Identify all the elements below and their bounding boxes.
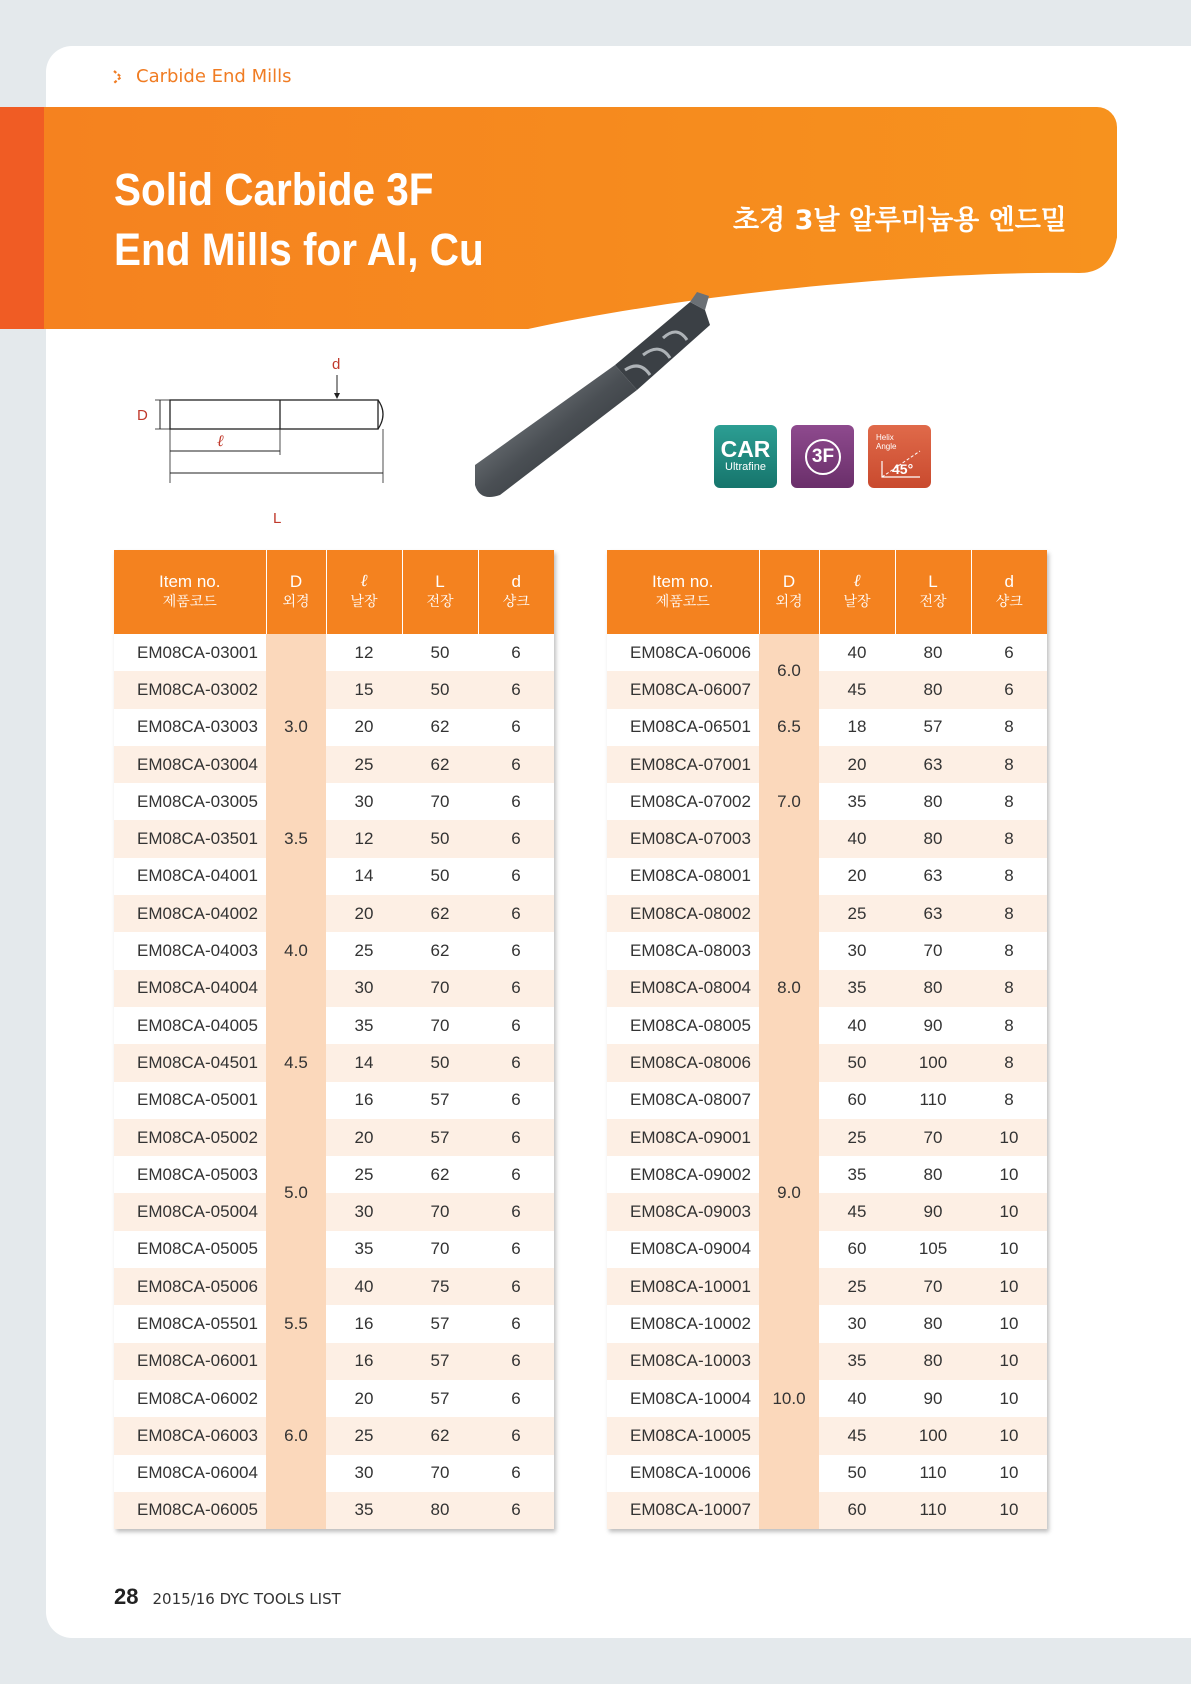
table-row [114, 709, 554, 746]
flute-count-icon [805, 439, 841, 475]
cell-d: 6 [478, 634, 554, 671]
cell-item-no: EM08CA-04002 [114, 895, 266, 932]
cell-d: 6 [478, 1417, 554, 1454]
title-line-1: Solid Carbide 3F [114, 164, 434, 215]
cell-d: 8 [971, 970, 1047, 1007]
cell-d: 10 [971, 1193, 1047, 1230]
cell-item-no: EM08CA-04004 [114, 970, 266, 1007]
cell-d: 10 [971, 1380, 1047, 1417]
table-body-left [114, 634, 554, 1529]
chevron-right-icon [112, 69, 126, 85]
cell-d: 6 [478, 1380, 554, 1417]
table-row [607, 932, 1047, 969]
cell-L: 70 [895, 932, 971, 969]
cell-d: 8 [971, 1082, 1047, 1119]
label-L: L [273, 510, 282, 527]
cell-d: 6 [478, 1231, 554, 1268]
cell-d: 10 [971, 1455, 1047, 1492]
cell-L: 70 [895, 1268, 971, 1305]
cell-L: 63 [895, 746, 971, 783]
cell-l: 35 [326, 1492, 402, 1529]
cell-d: 10 [971, 1268, 1047, 1305]
cell-L: 110 [895, 1455, 971, 1492]
cell-d: 6 [478, 1268, 554, 1305]
korean-title: 초경 3날 알루미늄용 엔드밀 [733, 205, 1067, 236]
cell-L: 57 [402, 1380, 478, 1417]
cell-l: 25 [326, 1156, 402, 1193]
cell-d: 8 [971, 709, 1047, 746]
cell-L: 70 [402, 1007, 478, 1044]
cell-L: 80 [895, 783, 971, 820]
cell-l: 35 [326, 1007, 402, 1044]
angle-word: Angle [876, 442, 897, 451]
cell-item-no: EM08CA-10006 [607, 1455, 759, 1492]
table-row [607, 1082, 1047, 1119]
cell-L: 57 [895, 709, 971, 746]
table-body-right [607, 634, 1047, 1529]
cell-d: 6 [478, 970, 554, 1007]
cell-item-no: EM08CA-06004 [114, 1455, 266, 1492]
dimension-diagram [125, 355, 425, 530]
cell-l: 30 [326, 783, 402, 820]
cell-D: 8.0 [759, 858, 819, 1119]
table-row [607, 746, 1047, 783]
cell-L: 80 [895, 1156, 971, 1193]
cell-d: 6 [478, 932, 554, 969]
table-row [607, 1044, 1047, 1081]
cell-d: 6 [478, 1119, 554, 1156]
label-d: d [332, 356, 341, 373]
header-L: L 전장 [402, 550, 478, 634]
table-row [114, 746, 554, 783]
cell-l: 30 [326, 1193, 402, 1230]
cell-d: 8 [971, 858, 1047, 895]
table-row [607, 1193, 1047, 1230]
cell-l: 40 [819, 634, 895, 671]
table-row [607, 634, 1047, 671]
cell-item-no: EM08CA-08004 [607, 970, 759, 1007]
cell-l: 25 [819, 895, 895, 932]
cell-d: 6 [478, 1082, 554, 1119]
table-row [607, 1343, 1047, 1380]
cell-L: 80 [895, 671, 971, 708]
cell-d: 10 [971, 1156, 1047, 1193]
cell-l: 20 [326, 1380, 402, 1417]
cell-l: 35 [819, 783, 895, 820]
table-row [114, 1231, 554, 1268]
table-header-row [607, 550, 1047, 634]
cell-d: 8 [971, 1007, 1047, 1044]
header-d: d 샹크 [478, 550, 554, 634]
cell-l: 40 [326, 1268, 402, 1305]
table-row [114, 858, 554, 895]
cell-L: 80 [402, 1492, 478, 1529]
cell-L: 57 [402, 1082, 478, 1119]
table-row [607, 1007, 1047, 1044]
cell-L: 100 [895, 1417, 971, 1454]
spec-table-left [114, 550, 554, 1529]
cell-l: 25 [326, 746, 402, 783]
cell-D: 10.0 [759, 1268, 819, 1529]
cell-l: 30 [326, 970, 402, 1007]
cell-L: 62 [402, 746, 478, 783]
cell-item-no: EM08CA-07002 [607, 783, 759, 820]
label-D: D [137, 407, 148, 424]
shank-arrowhead [334, 393, 340, 399]
cell-item-no: EM08CA-04003 [114, 932, 266, 969]
header-l: ℓ 날장 [326, 550, 402, 634]
table-row [607, 783, 1047, 820]
cell-item-no: EM08CA-05001 [114, 1082, 266, 1119]
cell-d: 6 [478, 1193, 554, 1230]
cell-L: 70 [402, 1193, 478, 1230]
table-row [114, 1082, 554, 1119]
table-row [114, 820, 554, 857]
table-row [607, 1268, 1047, 1305]
cell-d: 6 [478, 671, 554, 708]
table-row [607, 1305, 1047, 1342]
cell-d: 6 [478, 1455, 554, 1492]
cell-item-no: EM08CA-05002 [114, 1119, 266, 1156]
tool-tip-outline [378, 400, 383, 429]
cell-D: 5.5 [266, 1305, 326, 1342]
header-D: D 외경 [759, 550, 819, 634]
table-row [607, 1417, 1047, 1454]
table-row [114, 1007, 554, 1044]
cell-item-no: EM08CA-03005 [114, 783, 266, 820]
cell-L: 57 [402, 1305, 478, 1342]
cell-L: 90 [895, 1380, 971, 1417]
table-row [114, 1380, 554, 1417]
table-row [114, 1268, 554, 1305]
cell-d: 10 [971, 1417, 1047, 1454]
table-row [607, 820, 1047, 857]
cell-item-no: EM08CA-06002 [114, 1380, 266, 1417]
cell-d: 8 [971, 820, 1047, 857]
cell-d: 6 [478, 709, 554, 746]
cell-d: 6 [478, 1007, 554, 1044]
header-item-no: Item no. 제품코드 [114, 550, 266, 634]
car-label: CAR [720, 436, 771, 462]
cell-l: 35 [819, 1343, 895, 1380]
header-item-no: Item no. 제품코드 [607, 550, 759, 634]
cell-L: 90 [895, 1193, 971, 1230]
cell-item-no: EM08CA-08002 [607, 895, 759, 932]
cell-l: 14 [326, 1044, 402, 1081]
cell-d: 6 [971, 634, 1047, 671]
cell-l: 16 [326, 1082, 402, 1119]
cell-item-no: EM08CA-03001 [114, 634, 266, 671]
cell-item-no: EM08CA-10002 [607, 1305, 759, 1342]
cell-item-no: EM08CA-06003 [114, 1417, 266, 1454]
cell-D: 9.0 [759, 1119, 819, 1268]
cell-item-no: EM08CA-03003 [114, 709, 266, 746]
cell-D: 4.5 [266, 1044, 326, 1081]
cell-L: 50 [402, 671, 478, 708]
cell-D: 7.0 [759, 746, 819, 858]
cell-D: 6.0 [759, 634, 819, 709]
cell-item-no: EM08CA-08007 [607, 1082, 759, 1119]
cell-l: 15 [326, 671, 402, 708]
cell-L: 57 [402, 1343, 478, 1380]
cell-L: 80 [895, 1343, 971, 1380]
cell-item-no: EM08CA-06001 [114, 1343, 266, 1380]
cell-l: 35 [819, 970, 895, 1007]
three-flute-badge [791, 425, 854, 488]
cell-l: 60 [819, 1492, 895, 1529]
cell-item-no: EM08CA-09003 [607, 1193, 759, 1230]
table-header-row [114, 550, 554, 634]
table-row [114, 1193, 554, 1230]
cell-D: 6.5 [759, 709, 819, 746]
cell-L: 62 [402, 709, 478, 746]
header-l: ℓ 날장 [819, 550, 895, 634]
cell-D: 3.0 [266, 634, 326, 820]
cell-item-no: EM08CA-10003 [607, 1343, 759, 1380]
cell-d: 6 [478, 783, 554, 820]
cell-L: 70 [402, 783, 478, 820]
cell-d: 10 [971, 1231, 1047, 1268]
cell-l: 25 [819, 1268, 895, 1305]
cell-l: 30 [819, 1305, 895, 1342]
cell-item-no: EM08CA-05004 [114, 1193, 266, 1230]
cell-l: 16 [326, 1343, 402, 1380]
cell-D: 4.0 [266, 858, 326, 1044]
cell-d: 6 [478, 746, 554, 783]
table-row [114, 1417, 554, 1454]
table-row [114, 970, 554, 1007]
flute-count: 3F [811, 446, 835, 467]
table-row [114, 1044, 554, 1081]
cell-L: 50 [402, 858, 478, 895]
table-row [114, 895, 554, 932]
cell-l: 18 [819, 709, 895, 746]
cell-item-no: EM08CA-04005 [114, 1007, 266, 1044]
table-row [607, 671, 1047, 708]
title-line-2: End Mills for Al, Cu [114, 224, 484, 275]
table-row [114, 1119, 554, 1156]
cell-item-no: EM08CA-10007 [607, 1492, 759, 1529]
cell-d: 6 [478, 1044, 554, 1081]
cell-L: 80 [895, 820, 971, 857]
cell-L: 63 [895, 858, 971, 895]
cell-L: 70 [402, 970, 478, 1007]
cell-L: 57 [402, 1119, 478, 1156]
table-row [607, 1119, 1047, 1156]
cell-l: 35 [326, 1231, 402, 1268]
cell-item-no: EM08CA-07003 [607, 820, 759, 857]
end-mill-image [465, 290, 735, 510]
cell-l: 40 [819, 1007, 895, 1044]
cell-l: 20 [326, 1119, 402, 1156]
cell-l: 45 [819, 671, 895, 708]
helix-value: 45° [892, 461, 914, 477]
cell-L: 105 [895, 1231, 971, 1268]
cell-l: 14 [326, 858, 402, 895]
cell-d: 8 [971, 932, 1047, 969]
label-l: ℓ [217, 431, 224, 450]
cell-l: 20 [326, 895, 402, 932]
table-row [607, 1156, 1047, 1193]
cell-L: 50 [402, 820, 478, 857]
cell-d: 6 [478, 1156, 554, 1193]
cell-l: 25 [326, 1417, 402, 1454]
cell-L: 62 [402, 895, 478, 932]
page-title [114, 160, 484, 280]
cell-D: 3.5 [266, 820, 326, 857]
feature-badges [714, 425, 945, 488]
cell-D: 5.0 [266, 1082, 326, 1306]
table-row [607, 1231, 1047, 1268]
cell-item-no: EM08CA-09002 [607, 1156, 759, 1193]
tool-body-outline [170, 400, 378, 429]
cell-l: 16 [326, 1305, 402, 1342]
cell-l: 60 [819, 1231, 895, 1268]
cell-item-no: EM08CA-05003 [114, 1156, 266, 1193]
page-number: 28 [114, 1584, 139, 1609]
table-row [114, 1455, 554, 1492]
table-row [114, 783, 554, 820]
cell-d: 6 [478, 1343, 554, 1380]
cell-l: 40 [819, 820, 895, 857]
table-row [607, 1380, 1047, 1417]
cell-item-no: EM08CA-10001 [607, 1268, 759, 1305]
cell-d: 6 [971, 671, 1047, 708]
cell-l: 40 [819, 1380, 895, 1417]
cell-d: 10 [971, 1343, 1047, 1380]
cell-d: 10 [971, 1305, 1047, 1342]
cell-item-no: EM08CA-05005 [114, 1231, 266, 1268]
table-row [114, 1492, 554, 1529]
cell-L: 70 [402, 1455, 478, 1492]
cell-l: 30 [819, 932, 895, 969]
cell-l: 20 [819, 858, 895, 895]
cell-L: 90 [895, 1007, 971, 1044]
cell-l: 60 [819, 1082, 895, 1119]
table-row [607, 970, 1047, 1007]
helix-word: Helix [876, 433, 894, 442]
table-row [114, 671, 554, 708]
cell-item-no: EM08CA-06005 [114, 1492, 266, 1529]
cell-item-no: EM08CA-08001 [607, 858, 759, 895]
cell-d: 10 [971, 1492, 1047, 1529]
cell-l: 20 [326, 709, 402, 746]
cell-item-no: EM08CA-05006 [114, 1268, 266, 1305]
breadcrumb-label: Carbide End Mills [136, 66, 292, 87]
cell-l: 35 [819, 1156, 895, 1193]
cell-d: 6 [478, 820, 554, 857]
table-row [607, 709, 1047, 746]
table-row [114, 1156, 554, 1193]
table-row [607, 858, 1047, 895]
spec-table-right [607, 550, 1047, 1529]
cell-l: 12 [326, 634, 402, 671]
cell-l: 12 [326, 820, 402, 857]
helix-angle-badge [868, 425, 931, 488]
cell-L: 62 [402, 1417, 478, 1454]
table-row [114, 932, 554, 969]
cell-l: 50 [819, 1044, 895, 1081]
footer-text: 2015/16 DYC TOOLS LIST [152, 1590, 341, 1608]
cell-L: 80 [895, 634, 971, 671]
cell-item-no: EM08CA-03501 [114, 820, 266, 857]
table-row [114, 1305, 554, 1342]
cell-d: 6 [478, 895, 554, 932]
cell-item-no: EM08CA-06006 [607, 634, 759, 671]
cell-item-no: EM08CA-08003 [607, 932, 759, 969]
cell-d: 8 [971, 783, 1047, 820]
cell-D: 6.0 [266, 1343, 326, 1529]
cell-l: 25 [819, 1119, 895, 1156]
cell-d: 6 [478, 858, 554, 895]
cell-L: 62 [402, 1156, 478, 1193]
cell-L: 70 [895, 1119, 971, 1156]
table-row [607, 1455, 1047, 1492]
cell-item-no: EM08CA-09001 [607, 1119, 759, 1156]
table-row [607, 895, 1047, 932]
cell-l: 45 [819, 1417, 895, 1454]
cell-d: 8 [971, 1044, 1047, 1081]
cell-L: 110 [895, 1082, 971, 1119]
header-D: D 외경 [266, 550, 326, 634]
cell-l: 20 [819, 746, 895, 783]
table-row [607, 1492, 1047, 1529]
cell-d: 6 [478, 1492, 554, 1529]
car-sublabel: Ultrafine [725, 461, 766, 473]
cell-L: 80 [895, 970, 971, 1007]
carbide-ultrafine-badge [714, 425, 777, 488]
cell-d: 10 [971, 1119, 1047, 1156]
cell-item-no: EM08CA-07001 [607, 746, 759, 783]
table-row [114, 634, 554, 671]
cell-l: 25 [326, 932, 402, 969]
cell-item-no: EM08CA-10005 [607, 1417, 759, 1454]
cell-item-no: EM08CA-04501 [114, 1044, 266, 1081]
cell-item-no: EM08CA-04001 [114, 858, 266, 895]
cell-L: 70 [402, 1231, 478, 1268]
cell-d: 8 [971, 746, 1047, 783]
cell-l: 50 [819, 1455, 895, 1492]
cell-l: 30 [326, 1455, 402, 1492]
cell-item-no: EM08CA-09004 [607, 1231, 759, 1268]
cell-L: 80 [895, 1305, 971, 1342]
page-footer [114, 1584, 341, 1610]
breadcrumb [112, 66, 292, 87]
table-row [114, 1343, 554, 1380]
cell-item-no: EM08CA-03004 [114, 746, 266, 783]
cell-L: 63 [895, 895, 971, 932]
cell-d: 6 [478, 1305, 554, 1342]
cell-L: 110 [895, 1492, 971, 1529]
cell-item-no: EM08CA-06501 [607, 709, 759, 746]
cell-l: 45 [819, 1193, 895, 1230]
header-d: d 샹크 [971, 550, 1047, 634]
cell-item-no: EM08CA-10004 [607, 1380, 759, 1417]
cell-item-no: EM08CA-05501 [114, 1305, 266, 1342]
cell-item-no: EM08CA-03002 [114, 671, 266, 708]
cell-L: 50 [402, 634, 478, 671]
cell-item-no: EM08CA-06007 [607, 671, 759, 708]
cell-d: 8 [971, 895, 1047, 932]
cell-item-no: EM08CA-08006 [607, 1044, 759, 1081]
cell-L: 75 [402, 1268, 478, 1305]
cell-L: 62 [402, 932, 478, 969]
cell-item-no: EM08CA-08005 [607, 1007, 759, 1044]
cell-L: 100 [895, 1044, 971, 1081]
cell-L: 50 [402, 1044, 478, 1081]
header-L: L 전장 [895, 550, 971, 634]
